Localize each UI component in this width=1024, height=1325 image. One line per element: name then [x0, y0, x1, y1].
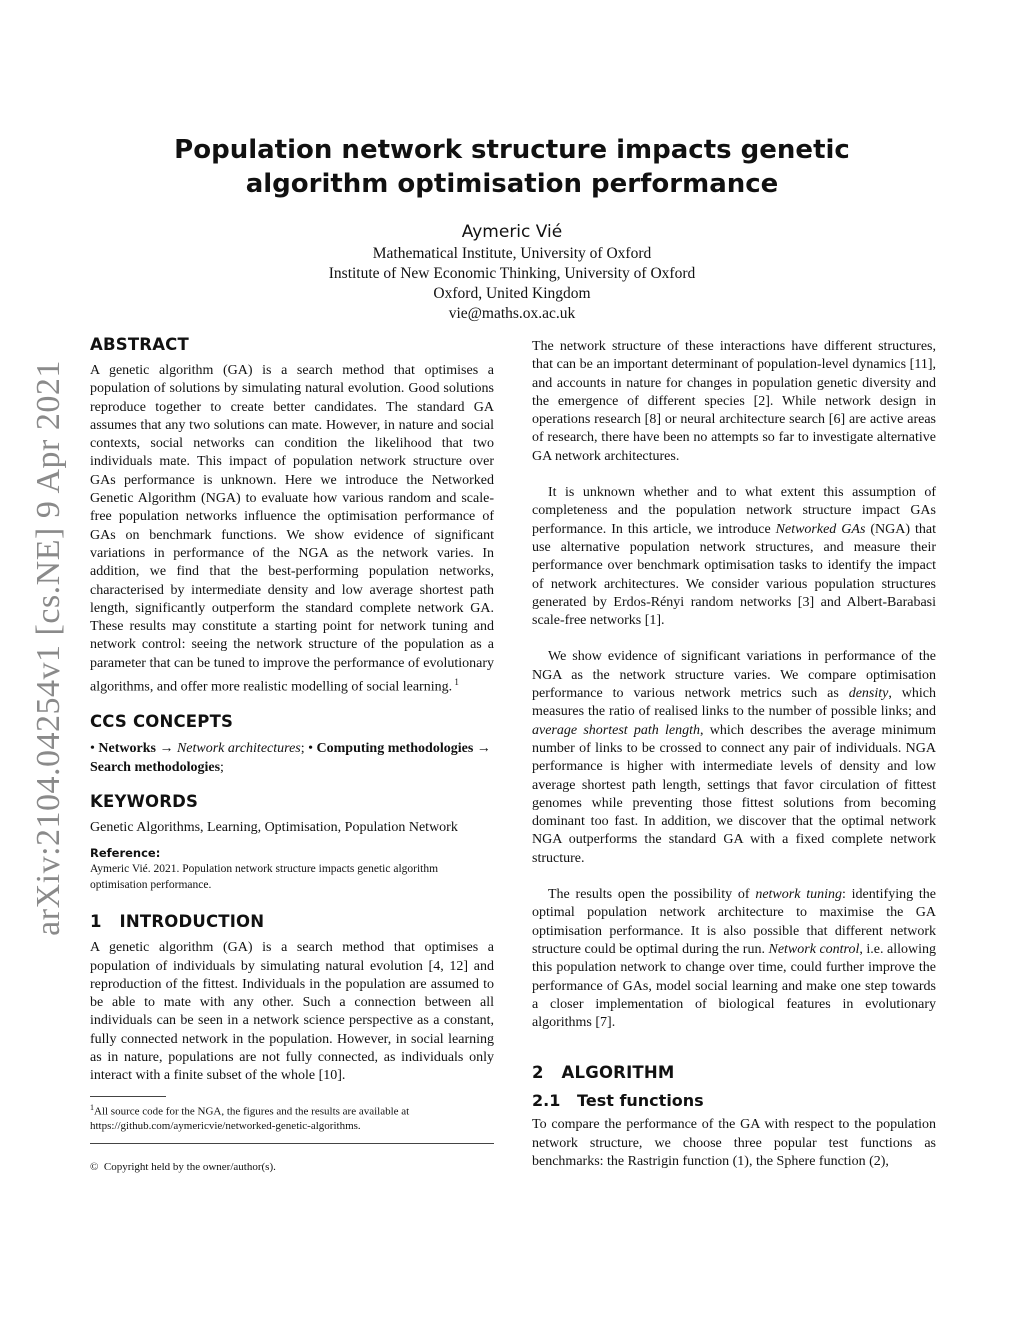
copyright-rule [90, 1143, 494, 1144]
right-column [532, 338, 936, 1171]
ccs-computing-methodologies: Computing methodologies [316, 741, 474, 756]
reference-text: Aymeric Vié. 2021. Population network structure impacts genetic algorithm optimisation performance. [90, 863, 439, 892]
ccs-arrow-1: → [159, 741, 174, 756]
affiliation-3: Oxford, United Kingdom [433, 285, 591, 302]
p4-text-c: , i.e. allowing this population network to change over time, could further improve the performance of GAs, model social learning and make one step towards a closer implementation of biological features in evolutionary algorithms [7]. [532, 941, 936, 1031]
affiliation-1: Mathematical Institute, University of Oxford [372, 245, 652, 262]
abstract-heading: ABSTRACT [90, 335, 189, 354]
author-email: vie@maths.ox.ac.uk [448, 305, 576, 322]
algorithm-heading: 2 ALGORITHM [532, 1063, 675, 1083]
arxiv-side-label [24, 360, 74, 935]
test-functions-text: To compare the performance of the GA with respect to the population network structure, we choose three popular test functions as benchmarks: the Rastrigin function (1), the Sphere function (2), [532, 1117, 936, 1169]
p3-emphasis-density: density [848, 686, 889, 702]
ccs-heading: CCS CONCEPTS [90, 712, 234, 731]
footnote-mark: 1 [90, 1102, 94, 1112]
keywords-heading: KEYWORDS [90, 792, 199, 811]
p3-text-c: , which describes the average minimum number of links to be crossed to connect any pair of individuals. NGA performance is higher with intermediate levels of density and low average shortest path length, settings that favor circulation of fittest genomes while preventing those fittest solutions from becoming dominant too fast. In addition, we discover that the optimal network NGA outperforms the standard GA with a fixed complete network structure. [532, 722, 937, 866]
p3-emphasis-path-length: average shortest path length [532, 722, 700, 738]
intro-paragraph-5 [532, 886, 936, 1032]
reference-heading: Reference: [90, 846, 161, 861]
footnote-rule [90, 1096, 166, 1097]
intro-paragraph-2: The network structure of these interactions have different structures, that can be an important determinant of population-level dynamics [11], and accounts in nature for changes in population genetic diversity and the emergence of different species [2]. While network design in operations research [8] or neural architecture search [6] are active areas of research, there have been no attempts so far to investigate alternative GA network architectures. [532, 339, 936, 464]
p4-text-b: : identifying the optimal population network architecture to maximise the GA optimisation performance. It is also possible that different network structure could be optimal during the run. [532, 887, 936, 957]
footnote-1 [90, 1100, 494, 1135]
p4-emphasis-control: Network control [768, 941, 860, 957]
left-column [90, 334, 494, 1175]
ccs-arrow-2: → [476, 741, 491, 756]
p3-text-a: We show evidence of significant variations in performance of the NGA as the network structure varies. We compare optimisation performance to various network metrics such as [532, 649, 936, 702]
introduction-text: A genetic algorithm (GA) is a search method that optimises a population of individuals by simulating natural evolution [4, 12] and reproduction of the fittest. Individuals in the population are assumed to be able to mate with any other. Such a connection between all individuals can be seen in a network science perspective as a constant, fully connected network in the population. However, in social learning as in nature, populations are not fully connected, as individuals only interact with a finite subset of the whole [10]. [90, 940, 494, 1084]
ccs-networks: Networks [98, 741, 156, 756]
copyright-notice: © Copyright held by the owner/author(s). [90, 1161, 276, 1174]
p4-text-a: The results open the possibility of [548, 887, 756, 903]
ccs-end: ; [220, 760, 224, 775]
ccs-bullet-1: • [90, 741, 95, 756]
author-block [100, 220, 924, 324]
intro-paragraph-4 [532, 648, 936, 868]
p2-text-b: (NGA) that use alternative population network structures, and measure their performance over benchmark optimisation tasks to identify the impact of network architectures. We consider various population structures generated by Erdos-Rényi random networks [3] and Albert-Barabasi scale-free networks [1]. [532, 521, 937, 629]
ccs-network-architectures: Network architectures [176, 741, 301, 756]
intro-paragraph-3 [532, 484, 936, 630]
paper-title: Population network structure impacts genetic algorithm optimisation performance [174, 135, 850, 199]
ccs-concepts [90, 739, 494, 777]
arxiv-identifier: arXiv:2104.04254v1 [cs.NE] 9 Apr 2021 [30, 359, 67, 936]
p3-text-b: , which measures the ratio of realised links to the number of possible links; and [532, 686, 936, 720]
keywords-text: Genetic Algorithms, Learning, Optimisation, Population Network [90, 820, 458, 835]
test-functions-heading: 2.1 Test functions [532, 1091, 704, 1111]
abstract-footnote-mark: 1 [454, 677, 459, 688]
footnote-text: All source code for the NGA, the figures and the results are available at https://github.com/aymericvie/networked-genetic-algorithms. [90, 1105, 410, 1133]
abstract-text [90, 362, 494, 697]
ccs-separator: ; [300, 741, 305, 756]
p2-emphasis: Networked GAs [775, 521, 866, 537]
p4-emphasis-tuning: network tuning [755, 887, 842, 903]
affiliation-2: Institute of New Economic Thinking, University of Oxford [328, 265, 696, 282]
abstract-body: A genetic algorithm (GA) is a search method that optimises a population of solutions by simulating natural evolution. Good solutions reproduce together to create better candidates. The standard GA assumes that any two solutions can mate. However, in nature and social contexts, social networks can condition the likelihood that two individuals mate. This impact of population network structure over GAs performance is unknown. Here we introduce the Networked Genetic Algorithm (NGA) to evaluate how various random and scale-free population networks influence the optimisation performance of GAs on benchmark functions. We show evidence of significant variations in performance of the NGA as the network varies. In addition, we find that the best-performing population networks, characterised by intermediate density and low average shortest path length, significantly outperform the standard complete network GA. These results may constitute a starting point for network tuning and network control: seeing the network structure of the population as a parameter that can be tuned to improve the performance of evolutionary algorithms, and offer more realistic modelling of social learning. [90, 363, 494, 695]
introduction-heading: 1 INTRODUCTION [90, 912, 265, 932]
author-name: Aymeric Vié [461, 222, 563, 242]
ccs-search-methodologies: Search methodologies [90, 760, 221, 775]
ccs-bullet-2: • [308, 741, 314, 756]
p2-text-a: It is unknown whether and to what extent this assumption of completeness and the population network structure impact GAs performance. In this article, we introduce [532, 485, 936, 537]
